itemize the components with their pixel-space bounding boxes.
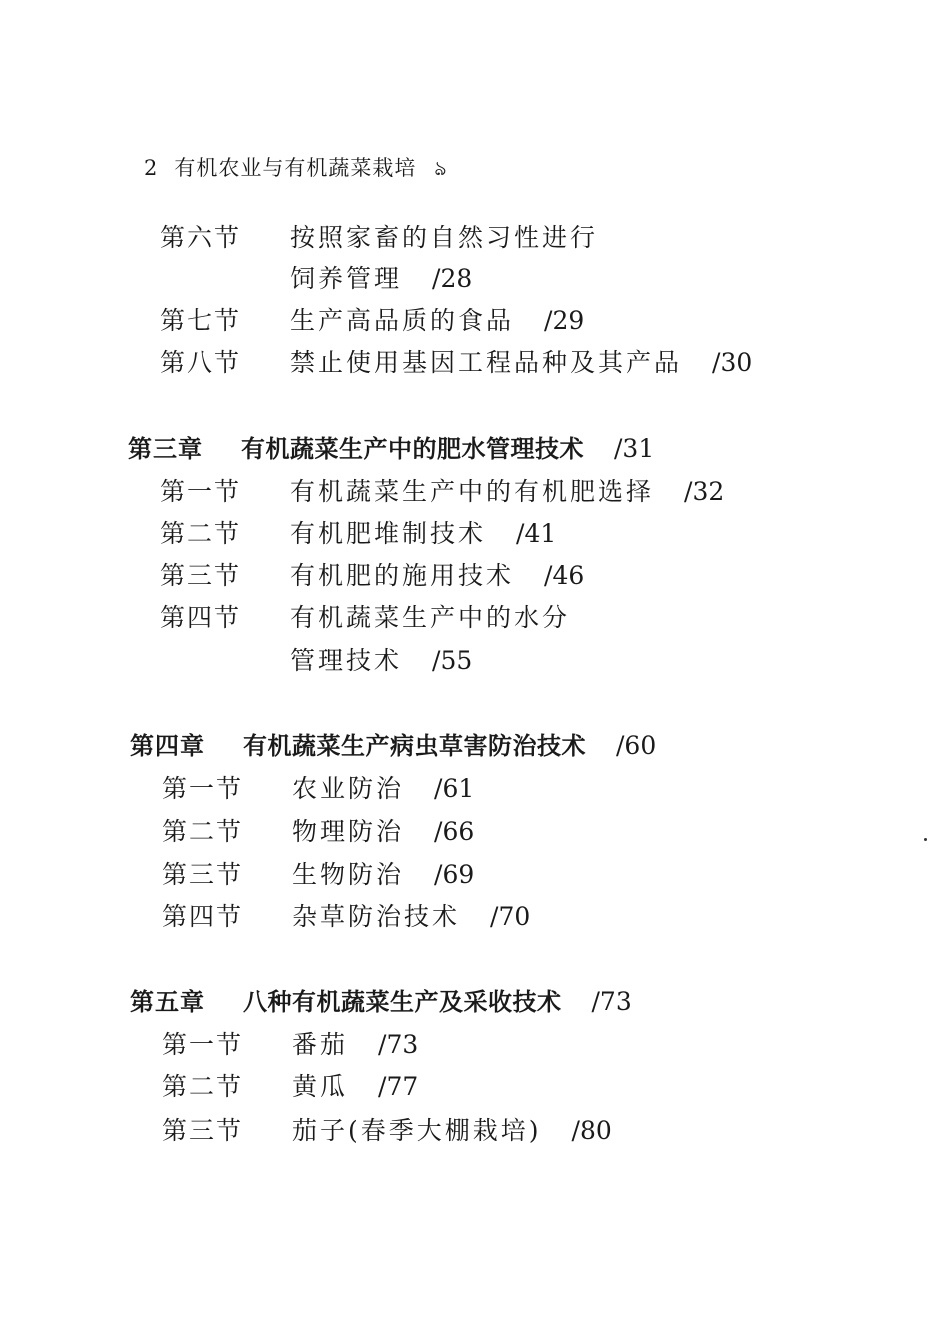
section-title: 番茄 bbox=[292, 1030, 349, 1059]
book-title: 有机农业与有机蔬菜栽培 bbox=[174, 156, 417, 180]
section-title: 有机蔬菜生产中的有机肥选择 bbox=[290, 477, 655, 506]
running-header bbox=[144, 152, 447, 187]
section-label: 第四节 bbox=[160, 603, 242, 632]
section-title: 黄瓜 bbox=[292, 1072, 349, 1101]
section-label: 第三节 bbox=[160, 561, 242, 590]
section-label: 第三节 bbox=[162, 860, 244, 889]
chapter-label: 第三章 bbox=[128, 435, 203, 463]
section-title: 有机蔬菜生产中的水分 bbox=[290, 603, 571, 632]
toc-section-6[interactable] bbox=[160, 225, 598, 250]
section-title-cont: 管理技术 bbox=[290, 646, 403, 675]
toc-section-3-3[interactable] bbox=[160, 563, 584, 588]
page-ref: /29 bbox=[544, 306, 585, 335]
toc-section-5-1[interactable] bbox=[162, 1032, 418, 1057]
section-title: 农业防治 bbox=[292, 774, 405, 803]
page-ref: /60 bbox=[616, 731, 657, 760]
toc-chapter-4[interactable] bbox=[130, 733, 656, 758]
page-ref: /66 bbox=[434, 817, 475, 846]
section-label: 第七节 bbox=[160, 306, 242, 335]
page-ref: /80 bbox=[571, 1116, 612, 1145]
section-label: 第六节 bbox=[160, 223, 242, 252]
toc-chapter-3[interactable] bbox=[128, 436, 654, 461]
page-ref: /61 bbox=[434, 774, 475, 803]
toc-section-3-1[interactable] bbox=[160, 479, 724, 504]
toc-section-4-2[interactable] bbox=[162, 819, 474, 844]
section-title-cont: 饲养管理 bbox=[290, 264, 403, 293]
section-label: 第二节 bbox=[162, 817, 244, 846]
toc-section-3-2[interactable] bbox=[160, 521, 556, 546]
page-ref: /32 bbox=[684, 477, 725, 506]
chapter-title: 有机蔬菜生产病虫草害防治技术 bbox=[243, 732, 586, 760]
section-label: 第一节 bbox=[162, 774, 244, 803]
toc-section-8[interactable] bbox=[160, 350, 752, 375]
page-number: 2 bbox=[144, 156, 159, 180]
toc-section-3-4-continuation[interactable] bbox=[290, 648, 472, 673]
chapter-title: 有机蔬菜生产中的肥水管理技术 bbox=[241, 435, 584, 463]
section-title: 禁止使用基因工程品种及其产品 bbox=[290, 348, 683, 377]
page-ref: /30 bbox=[712, 348, 753, 377]
section-label: 第二节 bbox=[160, 519, 242, 548]
section-title: 茄子(春季大棚栽培) bbox=[292, 1116, 542, 1145]
section-label: 第二节 bbox=[162, 1072, 244, 1101]
toc-section-4-3[interactable] bbox=[162, 862, 474, 887]
toc-section-3-4[interactable] bbox=[160, 605, 570, 630]
section-title: 有机肥堆制技术 bbox=[290, 519, 487, 548]
header-ornament: ঌ bbox=[434, 156, 448, 180]
toc-section-7[interactable] bbox=[160, 308, 584, 333]
section-title: 按照家畜的自然习性进行 bbox=[290, 223, 599, 252]
page-ref: /55 bbox=[432, 646, 473, 675]
page-ref: /41 bbox=[516, 519, 557, 548]
section-title: 杂草防治技术 bbox=[292, 902, 461, 931]
toc-section-5-2[interactable] bbox=[162, 1074, 418, 1099]
page-ref: /73 bbox=[591, 987, 632, 1016]
toc-section-4-1[interactable] bbox=[162, 776, 474, 801]
section-label: 第八节 bbox=[160, 348, 242, 377]
section-label: 第一节 bbox=[160, 477, 242, 506]
page-ref: /46 bbox=[544, 561, 585, 590]
chapter-title: 八种有机蔬菜生产及采收技术 bbox=[243, 988, 562, 1016]
section-label: 第一节 bbox=[162, 1030, 244, 1059]
page-ref: /70 bbox=[490, 902, 531, 931]
section-label: 第四节 bbox=[162, 902, 244, 931]
page-ref: /28 bbox=[432, 264, 473, 293]
section-title: 生物防治 bbox=[292, 860, 405, 889]
page-ref: /73 bbox=[378, 1030, 419, 1059]
toc-section-4-4[interactable] bbox=[162, 904, 530, 929]
chapter-label: 第四章 bbox=[130, 732, 205, 760]
toc-section-6-continuation[interactable] bbox=[290, 266, 472, 291]
section-label: 第三节 bbox=[162, 1116, 244, 1145]
page-ref: /31 bbox=[614, 434, 655, 463]
section-title: 生产高品质的食品 bbox=[290, 306, 515, 335]
page-ref: /69 bbox=[434, 860, 475, 889]
page-ref: /77 bbox=[378, 1072, 419, 1101]
toc-section-5-3[interactable] bbox=[162, 1118, 612, 1143]
chapter-label: 第五章 bbox=[130, 988, 205, 1016]
toc-chapter-5[interactable] bbox=[130, 989, 632, 1014]
scan-speck bbox=[924, 838, 927, 841]
section-title: 物理防治 bbox=[292, 817, 405, 846]
section-title: 有机肥的施用技术 bbox=[290, 561, 515, 590]
